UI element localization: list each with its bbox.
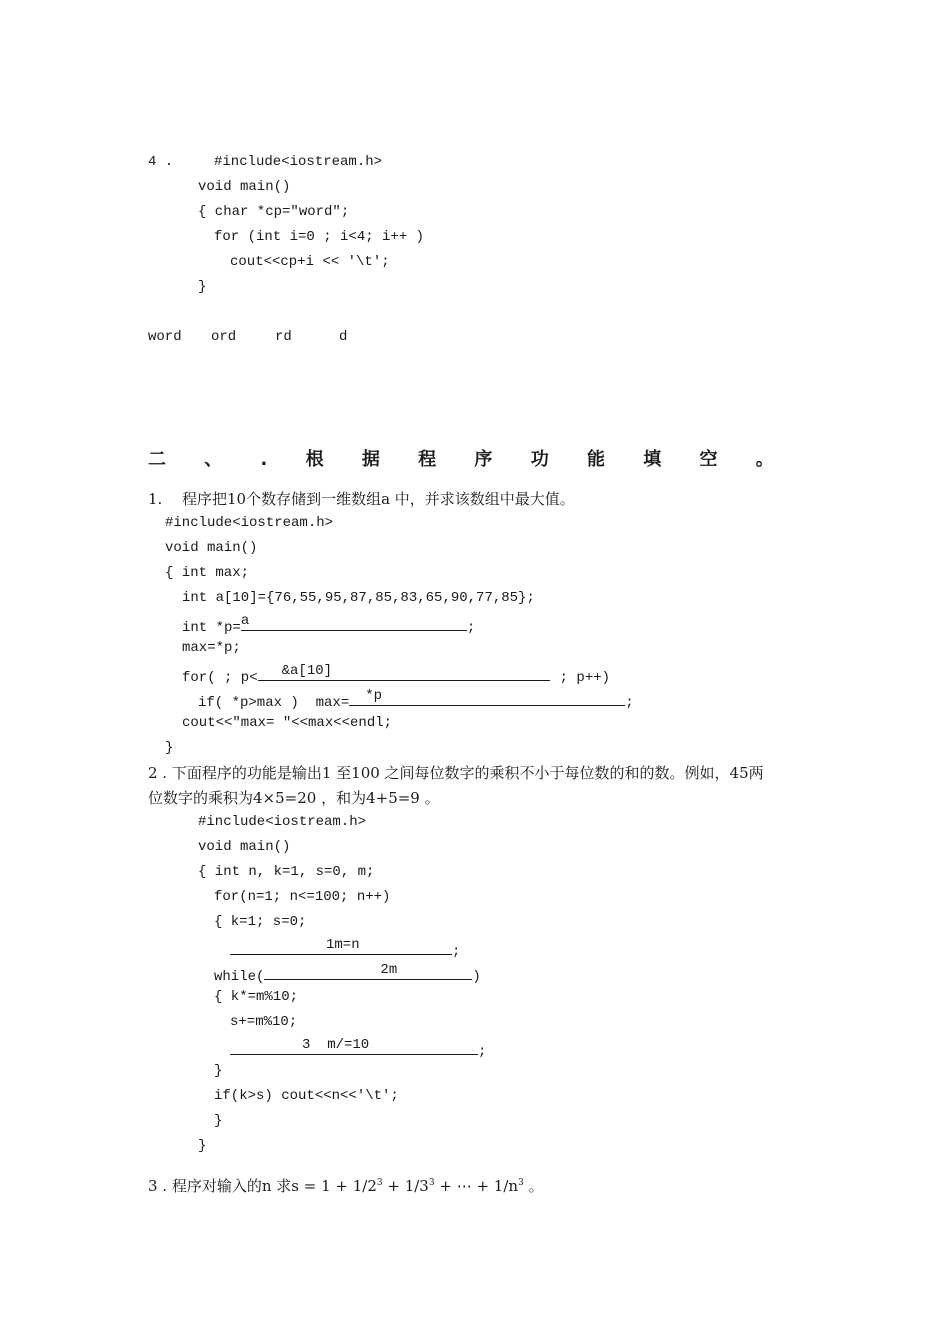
code-text: if( *p>max ) max= — [198, 695, 350, 711]
code-text: ; — [478, 1044, 487, 1060]
code-line: for (int i=0 ; i<4; i++ ) — [214, 229, 425, 245]
code-line: s+=m%10; — [230, 1014, 298, 1030]
code-line: { int n, k=1, s=0, m; — [198, 864, 375, 880]
text: + 1/3 — [382, 1177, 429, 1195]
code-line: } — [214, 1113, 223, 1129]
text: + ⋯ + 1/n — [434, 1177, 519, 1195]
code-line: void main() — [165, 540, 258, 556]
code-line: cout<<"max= "<<max<<endl; — [182, 715, 393, 731]
answer-text: a — [240, 613, 250, 629]
code-line: #include<iostream.h> — [165, 515, 334, 531]
code-text: for( ; p< — [182, 670, 258, 686]
code-text: ; — [625, 695, 634, 711]
code-line: { k*=m%10; — [214, 989, 299, 1005]
code-line-with-blank — [230, 938, 460, 961]
code-line: { int max; — [165, 565, 250, 581]
superscript: 3 — [518, 1178, 524, 1188]
p2-description-line-1: 2 . 下面程序的功能是输出1 至100 之间每位数字的乘积不小于每位数的和的数。例如，45两 — [148, 764, 764, 782]
answer-blank-3 — [230, 1038, 478, 1055]
code-line: max=*p; — [182, 640, 241, 656]
code-line-with-blank — [230, 1038, 486, 1061]
p3-description — [148, 1174, 544, 1195]
code-text: int *p= — [182, 620, 241, 636]
code-line-with-blank — [182, 664, 610, 687]
section-heading: 二 、 . 根 据 程 序 功 能 填 空 。 — [148, 449, 790, 470]
code-line-with-blank — [198, 689, 634, 712]
code-line: int a[10]={76,55,95,87,85,83,65,90,77,85}; — [182, 590, 535, 606]
answer-text: 2m — [380, 962, 398, 978]
answer-text: *p — [365, 688, 383, 704]
code-line: #include<iostream.h> — [198, 814, 367, 830]
output-word: ord — [211, 329, 237, 345]
code-line: { k=1; s=0; — [214, 914, 307, 930]
code-line: { char *cp="word"; — [198, 204, 350, 220]
code-text: ; — [466, 620, 476, 636]
code-line: } — [165, 740, 174, 756]
code-line: #include<iostream.h> — [214, 154, 383, 170]
text: 。 — [523, 1177, 544, 1195]
code-text: ; — [452, 944, 461, 960]
answer-blank-1 — [241, 614, 467, 631]
answer-blank-1 — [230, 938, 452, 955]
answer-blank-3 — [349, 689, 625, 706]
code-line-with-blank — [214, 963, 481, 986]
code-line: void main() — [198, 839, 291, 855]
code-text: ; p++) — [559, 670, 611, 686]
q4-number: 4 . — [148, 154, 174, 170]
answer-text: 3 m/=10 — [302, 1037, 370, 1053]
code-text: while( — [214, 969, 265, 985]
answer-text: 1m=n — [326, 937, 360, 953]
superscript: 3 — [428, 1178, 435, 1188]
code-line-with-blank — [182, 614, 475, 637]
code-line: } — [198, 279, 207, 295]
code-line: if(k>s) cout<<n<<'\t'; — [214, 1088, 399, 1104]
output-word: d — [339, 329, 348, 345]
answer-blank-2 — [258, 664, 550, 681]
p1-description: 程序把10个数存储到一维数组a 中，并求该数组中最大值。 — [182, 490, 575, 508]
output-word: rd — [275, 329, 292, 345]
output-word: word — [148, 329, 182, 345]
code-line: cout<<cp+i << '\t'; — [230, 254, 390, 270]
superscript: 3 — [376, 1178, 383, 1188]
answer-text: &a[10] — [281, 663, 333, 679]
code-line: for(n=1; n<=100; n++) — [214, 889, 391, 905]
code-line: void main() — [198, 179, 291, 195]
p2-description-line-2: 位数字的乘积为4×5=20 ，和为4+5=9 。 — [148, 789, 440, 807]
code-text: ) — [472, 969, 481, 985]
code-line: } — [198, 1138, 207, 1154]
code-line: } — [214, 1063, 223, 1079]
answer-blank-2 — [264, 963, 472, 980]
text: 3 . 程序对输入的n 求s = 1 + 1/2 — [148, 1177, 377, 1195]
p1-number: 1. — [148, 490, 163, 508]
